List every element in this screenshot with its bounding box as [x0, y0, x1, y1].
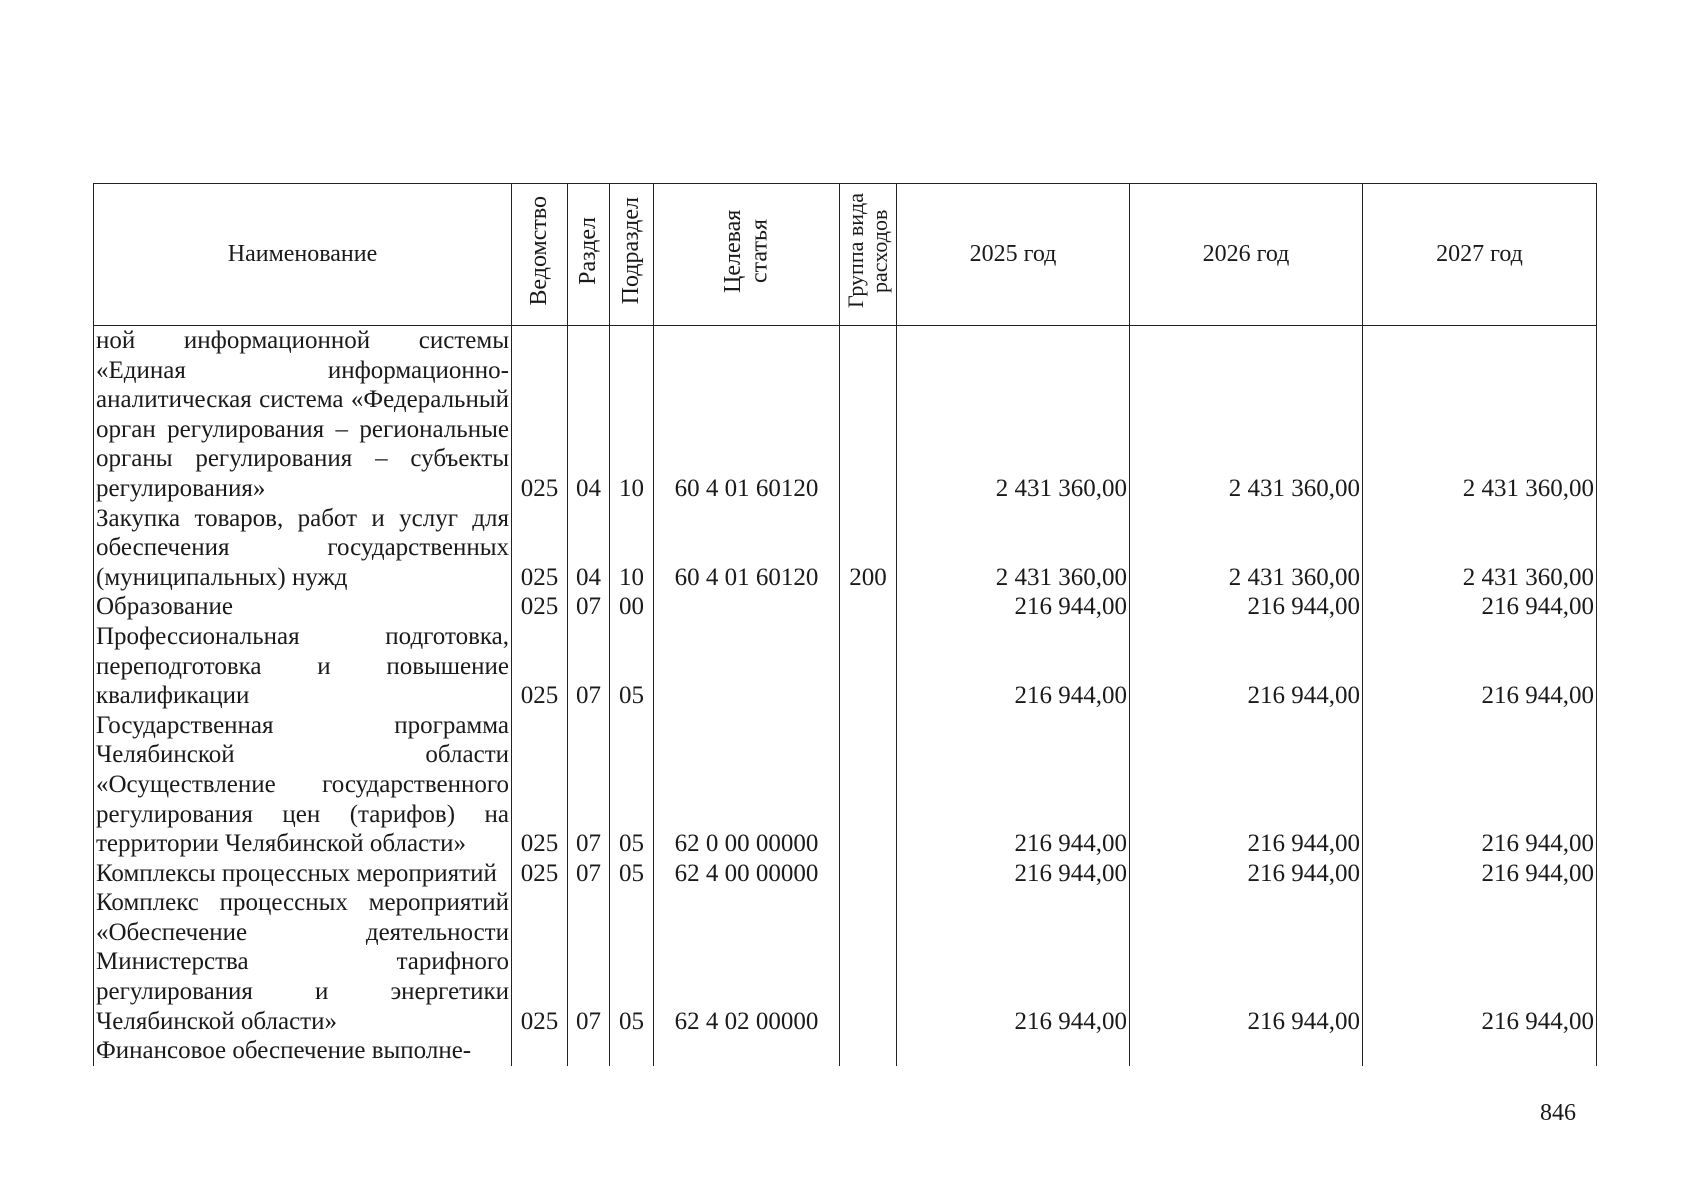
page-number: 846 — [1540, 1100, 1576, 1126]
row-gruppa — [840, 592, 897, 622]
row-name: ной информационной системы «Единая информационно-аналитическая система «Федеральный орган регулирования – региональные органы регулирования – субъекты регулирования» — [94, 326, 512, 504]
row-2027: 216 944,00 — [1363, 711, 1597, 859]
row-razdel: 07 — [568, 592, 610, 622]
row-ved: 025 — [512, 711, 568, 859]
row-ved: 025 — [512, 592, 568, 622]
row-celevaya: 62 0 00 00000 — [654, 711, 840, 859]
row-2027 — [1363, 1036, 1597, 1066]
table-row — [94, 504, 1597, 593]
row-2025 — [897, 1036, 1130, 1066]
row-celevaya: 60 4 01 60120 — [654, 504, 840, 593]
row-2026: 2 431 360,00 — [1130, 504, 1363, 593]
row-gruppa — [840, 711, 897, 859]
row-2026: 216 944,00 — [1130, 711, 1363, 859]
row-2026: 2 431 360,00 — [1130, 326, 1363, 504]
row-2027: 216 944,00 — [1363, 888, 1597, 1036]
header-gruppa: Группа вида расходов — [840, 184, 897, 326]
row-razdel: 07 — [568, 711, 610, 859]
header-2027: 2027 год — [1363, 184, 1597, 326]
row-podrazdel: 05 — [610, 888, 654, 1036]
table-row — [94, 888, 1597, 1036]
row-podrazdel: 10 — [610, 326, 654, 504]
header-ved: Ведомство — [512, 184, 568, 326]
row-2027: 216 944,00 — [1363, 592, 1597, 622]
header-razdel: Раздел — [568, 184, 610, 326]
row-name: Образование — [94, 592, 512, 622]
row-name: Комплекс процессных мероприятий «Обеспечение деятельности Министерства тарифного регулирования и энергетики Челябинской области» — [94, 888, 512, 1036]
row-ved: 025 — [512, 859, 568, 889]
row-ved: 025 — [512, 504, 568, 593]
row-2026: 216 944,00 — [1130, 859, 1363, 889]
table-row — [94, 711, 1597, 859]
row-2025: 216 944,00 — [897, 711, 1130, 859]
row-name: Комплексы процессных мероприятий — [94, 859, 512, 889]
row-razdel: 07 — [568, 859, 610, 889]
row-2026: 216 944,00 — [1130, 622, 1363, 711]
row-2025: 216 944,00 — [897, 622, 1130, 711]
row-2026: 216 944,00 — [1130, 592, 1363, 622]
row-podrazdel — [610, 1036, 654, 1066]
row-2027: 216 944,00 — [1363, 622, 1597, 711]
table-header — [94, 184, 1597, 326]
row-2027: 216 944,00 — [1363, 859, 1597, 889]
row-2027: 2 431 360,00 — [1363, 504, 1597, 593]
row-podrazdel: 05 — [610, 622, 654, 711]
row-2025: 2 431 360,00 — [897, 504, 1130, 593]
row-celevaya: 62 4 00 00000 — [654, 859, 840, 889]
budget-table — [93, 183, 1597, 1066]
row-razdel: 04 — [568, 504, 610, 593]
table-row — [94, 326, 1597, 504]
row-name: Профессиональная подготовка, переподготовка и повышение квалификации — [94, 622, 512, 711]
row-name: Государственная программа Челябинской области «Осуществление государственного регулирования цен (тарифов) на территории Челябинской области» — [94, 711, 512, 859]
row-gruppa — [840, 326, 897, 504]
row-podrazdel: 00 — [610, 592, 654, 622]
row-2025: 216 944,00 — [897, 592, 1130, 622]
row-gruppa — [840, 622, 897, 711]
table-row — [94, 1036, 1597, 1066]
row-name: Закупка товаров, работ и услуг для обеспечения государственных (муниципальных) нужд — [94, 504, 512, 593]
row-celevaya — [654, 592, 840, 622]
row-2026 — [1130, 1036, 1363, 1066]
row-2025: 216 944,00 — [897, 888, 1130, 1036]
row-gruppa — [840, 1036, 897, 1066]
row-podrazdel: 05 — [610, 859, 654, 889]
header-2025: 2025 год — [897, 184, 1130, 326]
row-gruppa — [840, 888, 897, 1036]
row-gruppa: 200 — [840, 504, 897, 593]
row-2025: 216 944,00 — [897, 859, 1130, 889]
row-ved: 025 — [512, 888, 568, 1036]
row-ved: 025 — [512, 326, 568, 504]
row-name: Финансовое обеспечение выполне- — [94, 1036, 512, 1066]
row-gruppa — [840, 859, 897, 889]
header-2026: 2026 год — [1130, 184, 1363, 326]
header-celevaya: Целевая статья — [654, 184, 840, 326]
table-row — [94, 592, 1597, 622]
row-celevaya — [654, 1036, 840, 1066]
row-razdel — [568, 1036, 610, 1066]
row-razdel: 04 — [568, 326, 610, 504]
row-celevaya: 60 4 01 60120 — [654, 326, 840, 504]
row-2027: 2 431 360,00 — [1363, 326, 1597, 504]
row-ved — [512, 1036, 568, 1066]
row-2025: 2 431 360,00 — [897, 326, 1130, 504]
row-ved: 025 — [512, 622, 568, 711]
row-podrazdel: 10 — [610, 504, 654, 593]
table-body — [94, 326, 1597, 1066]
row-celevaya: 62 4 02 00000 — [654, 888, 840, 1036]
row-celevaya — [654, 622, 840, 711]
row-razdel: 07 — [568, 888, 610, 1036]
row-razdel: 07 — [568, 622, 610, 711]
row-podrazdel: 05 — [610, 711, 654, 859]
table-row — [94, 859, 1597, 889]
header-podrazdel: Подраздел — [610, 184, 654, 326]
row-2026: 216 944,00 — [1130, 888, 1363, 1036]
header-name: Наименование — [94, 184, 512, 326]
table-row — [94, 622, 1597, 711]
